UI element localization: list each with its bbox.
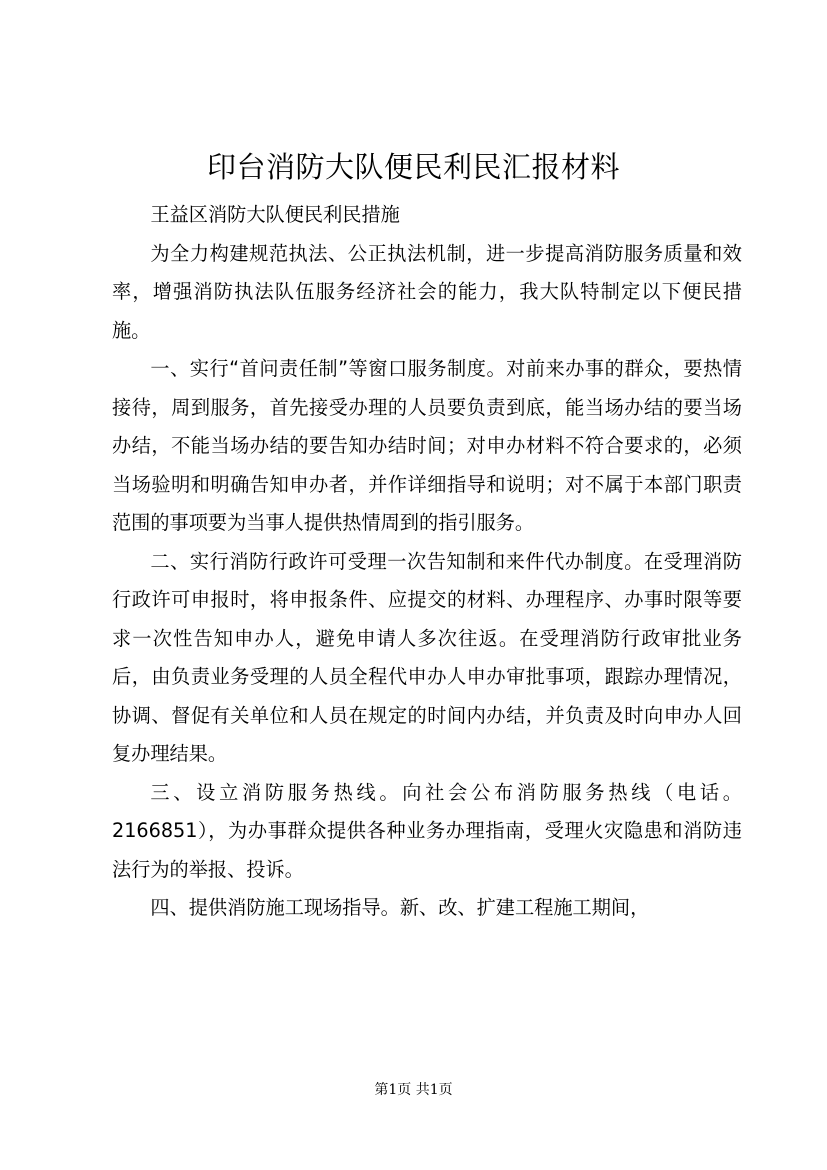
paragraph-subtitle: 王益区消防大队便民利民措施 bbox=[150, 203, 400, 226]
paragraph-intro: 为全力构建规范执法、公正执法机制，进一步提高消防服务质量和效率，增强消防执法队伍服务经济社会的能力，我大队特制定以下便民措施。 bbox=[112, 241, 742, 342]
paragraph-measure-2: 二、实行消防行政许可受理一次告知制和来件代办制度。在受理消防行政许可申报时，将申报条件、应提交的材料、办理程序、办事时限等要求一次性告知申办人，避免申请人多次往返。在受理消防行政审批业务后，由负责业务受理的人员全程代申办人申办审批事项，跟踪办理情况，协调、督促有关单位和人员在规定的时间内办结，并负责及时向申办人回复办理结果。 bbox=[112, 549, 742, 765]
page-footer: 第1页 共1页 bbox=[374, 1082, 453, 1098]
document-title: 印台消防大队便民利民汇报材料 bbox=[206, 150, 620, 184]
document-body bbox=[112, 196, 742, 928]
paragraph-measure-3: 三、设立消防服务热线。向社会公布消防服务热线（电话。2166851），为办事群众提供各种业务办理指南，受理火灾隐患和消防违法行为的举报、投诉。 bbox=[112, 780, 742, 881]
paragraph-measure-4: 四、提供消防施工现场指导。新、改、扩建工程施工期间， bbox=[150, 896, 650, 919]
paragraph-measure-1: 一、实行“首问责任制”等窗口服务制度。对前来办事的群众，要热情接待，周到服务，首先接受办理的人员要负责到底，能当场办结的要当场办结，不能当场办结的要告知办结时间；对申办材料不符合要求的，必须当场验明和明确告知申办者，并作详细指导和说明；对不属于本部门职责范围的事项要为当事人提供热情周到的指引服务。 bbox=[112, 357, 742, 534]
